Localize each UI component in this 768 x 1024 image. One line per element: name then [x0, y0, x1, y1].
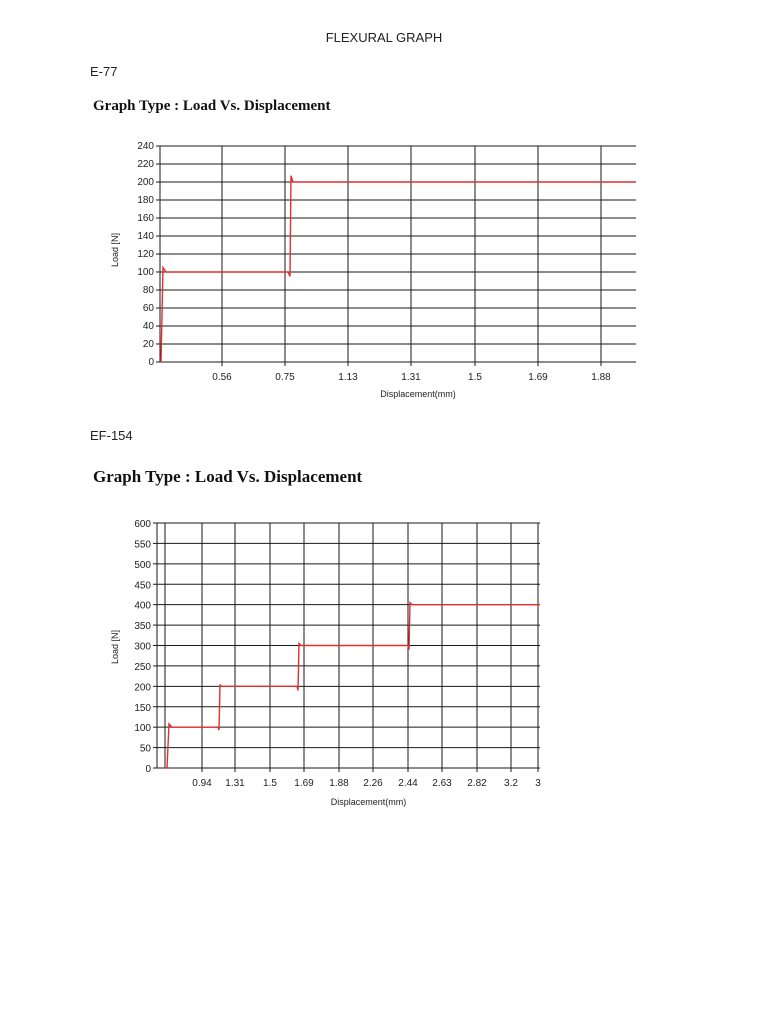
x-tick-label: 0.75: [275, 372, 295, 383]
y-tick-label: 0: [148, 357, 154, 368]
y-tick-label: 500: [134, 559, 151, 571]
x-tick-label: 2.26: [363, 778, 383, 789]
graph-type-heading-e77: Graph Type : Load Vs. Displacement: [93, 98, 331, 114]
y-tick-label: 180: [137, 195, 154, 206]
x-axis-label: Displacement(mm): [330, 797, 407, 807]
x-tick-label: 3: [535, 778, 541, 789]
x-tick-label: 2.82: [467, 778, 487, 789]
y-tick-label: 60: [142, 303, 154, 314]
y-tick-label: 200: [134, 682, 151, 694]
x-tick-label: 1.69: [294, 778, 314, 789]
chart-e77: [110, 141, 636, 399]
y-tick-label: 0: [145, 764, 151, 775]
y-tick-label: 80: [142, 285, 154, 296]
graph-type-heading-ef154: Graph Type : Load Vs. Displacement: [93, 467, 363, 486]
load-trace-line: [165, 603, 540, 768]
x-tick-label: 1.88: [329, 778, 349, 789]
y-tick-label: 220: [137, 159, 154, 170]
y-tick-label: 250: [134, 661, 151, 673]
y-tick-label: 450: [134, 580, 151, 592]
x-tick-label: 1.31: [401, 372, 421, 383]
x-tick-label: 1.31: [225, 778, 245, 789]
y-tick-label: 120: [137, 249, 154, 260]
section-label-ef154: EF-154: [90, 428, 133, 443]
y-tick-label: 100: [134, 723, 151, 735]
y-tick-label: 350: [134, 621, 151, 633]
chart-ef154: [110, 519, 541, 807]
y-tick-label: 140: [137, 231, 154, 242]
load-trace-line: [160, 176, 636, 362]
x-tick-label: 0.94: [192, 778, 212, 789]
x-tick-label: 2.63: [432, 778, 452, 789]
page-title: FLEXURAL GRAPH: [325, 30, 443, 45]
x-tick-label: 1.13: [338, 372, 358, 383]
x-tick-label: 1.5: [468, 372, 482, 383]
y-tick-label: 300: [134, 641, 151, 653]
y-tick-label: 160: [137, 213, 154, 224]
y-tick-label: 20: [142, 339, 154, 350]
x-tick-label: 1.69: [528, 372, 548, 383]
x-tick-label: 1.88: [591, 372, 611, 383]
x-axis-label: Displacement(mm): [380, 389, 456, 399]
y-tick-label: 50: [139, 743, 151, 755]
y-tick-label: 400: [134, 600, 151, 612]
y-axis-label: Load [N]: [110, 629, 120, 665]
y-tick-label: 200: [137, 177, 154, 188]
x-tick-label: 2.44: [398, 778, 418, 789]
y-tick-label: 150: [134, 702, 151, 714]
y-tick-label: 100: [137, 267, 154, 278]
y-tick-label: 240: [137, 141, 154, 152]
x-tick-label: 0.56: [212, 372, 232, 383]
y-tick-label: 550: [134, 539, 151, 551]
x-tick-label: 1.5: [263, 778, 277, 789]
y-tick-label: 600: [134, 519, 151, 530]
y-axis-label: Load [N]: [110, 232, 120, 268]
y-tick-label: 40: [142, 321, 154, 332]
section-label-e77: E-77: [90, 64, 118, 79]
x-tick-label: 3.2: [504, 778, 518, 789]
